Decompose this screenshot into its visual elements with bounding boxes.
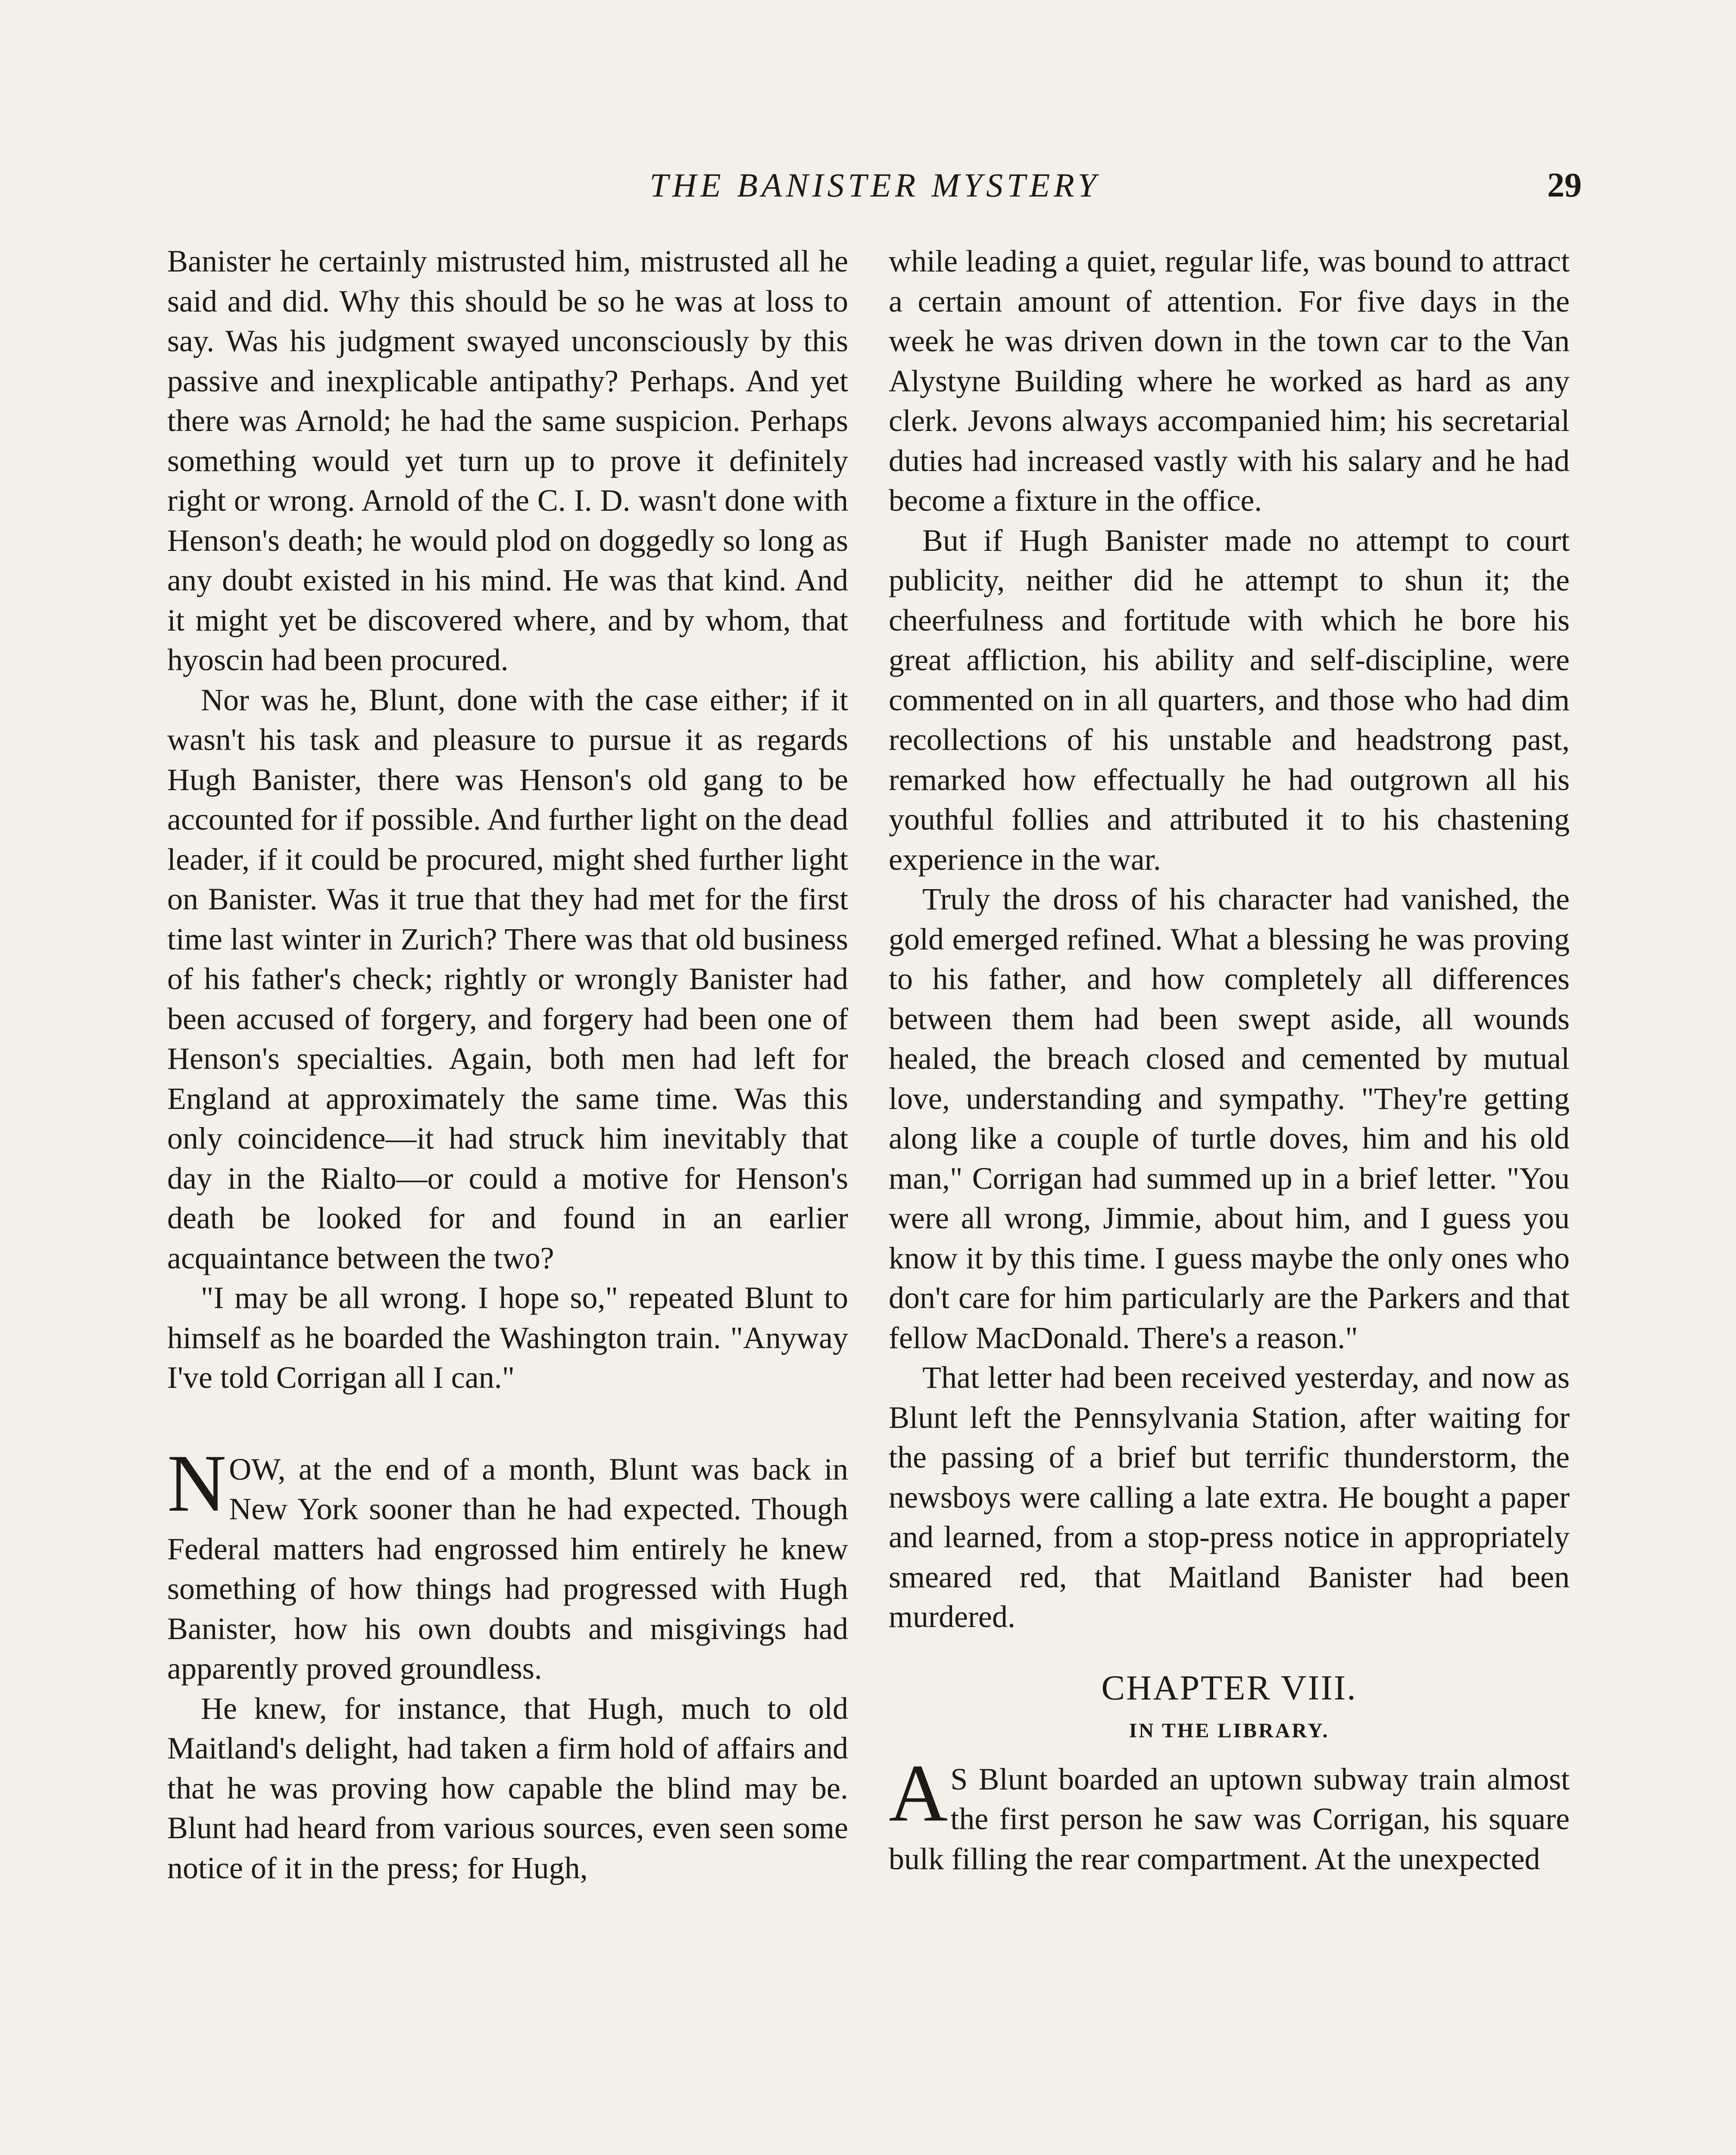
page-header (168, 166, 1582, 213)
paragraph: That letter had been received yesterday, and now as Blunt left the Pennsylvania Station, after waiting for the passing of a brief but terrific thunderstorm, the newsboys were calling a late extra. He bought a paper and learned, from a stop-press notice in appropriately smeared red, that Maitland Banister had been murdered. (889, 1360, 1570, 1634)
chapter-heading: CHAPTER VIII. (1101, 1668, 1357, 1707)
paragraph: Banister he certainly mistrusted him, mistrusted all he said and did. Why this should be so he was at loss to say. Was his judgment swayed unconsciously by this passive and inexplicable antipathy? Perhaps. And yet there was Arnold; he had the same suspicion. Perhaps something would yet turn up to prove it definitely right or wrong. Arnold of the C. I. D. wasn't done with Henson's death; he would plod on doggedly so long as any doubt existed in his mind. He was that kind. And it might yet be discovered where, and by whom, that hyoscin had been procured. (167, 244, 848, 677)
drop-cap: N (167, 1438, 227, 1529)
right-column (889, 241, 1570, 1879)
running-title: THE BANISTER MYSTERY (649, 166, 1100, 204)
chapter-subtitle: IN THE LIBRARY. (1129, 1719, 1330, 1742)
paragraph-text: S Blunt boarded an uptown subway train almost the first person he saw was Corrigan, his square bulk filling the rear compartment. At the unexpected (889, 1761, 1570, 1876)
paragraph: "I may be all wrong. I hope so," repeated Blunt to himself as he boarded the Washington train. "Anyway I've told Corrigan all I can." (167, 1281, 848, 1395)
page-number: 29 (1547, 166, 1582, 204)
paragraph: Truly the dross of his character had vanished, the gold emerged refined. What a blessing he was proving to his father, and how completely all differences between them had been swept aside, all wounds healed, the breach closed and cemented by mutual love, understanding and sympathy. "They're getting along like a couple of turtle doves, him and his old man," Corrigan had summed up in a brief letter. "You were all wrong, Jimmie, about him, and I guess you know it by this time. I guess maybe the only ones who don't care for him particularly are the Parkers and that fellow MacDonald. There's a reason." (889, 882, 1570, 1355)
chapter-opening-paragraph (889, 1748, 1570, 1879)
paragraph-text: OW, at the end of a month, Blunt was back in New York sooner than he had expected. Though Federal matters had engrossed him entirely he knew something of how things had progressed with Hugh Banister, how his own doubts and misgivings had apparently proved groundless. (167, 1452, 848, 1686)
paragraph: He knew, for instance, that Hugh, much to old Maitland's delight, had taken a firm hold of affairs and that he was proving how capable the blind may be. Blunt had heard from various sources, even seen some notice of it in the press; for Hugh, (167, 1691, 848, 1885)
paragraph: Nor was he, Blunt, done with the case either; if it wasn't his task and pleasure to pursue it as regards Hugh Banister, there was Henson's old gang to be accounted for if possible. And further light on the dead leader, if it could be procured, might shed further light on Banister. Was it true that they had met for the first time last winter in Zurich? There was that old business of his father's check; rightly or wrongly Banister had been accused of forgery, and forgery had been one of Henson's specialties. Again, both men had left for England at approximately the same time. Was this only coincidence—it had struck him inevitably that day in the Rialto—or could a motive for Henson's death be looked for and found in an earlier acquaintance between the two? (167, 682, 848, 1275)
drop-cap: A (889, 1748, 948, 1839)
section-opening-paragraph (167, 1438, 848, 1689)
paragraph: while leading a quiet, regular life, was bound to attract a certain amount of attention. For five days in the week he was driven down in the town car to the Van Alystyne Building where he worked as hard as any clerk. Jevons always accompanied him; his secretarial duties had increased vastly with his salary and he had become a fixture in the office. (889, 244, 1570, 518)
paragraph: But if Hugh Banister made no attempt to court publicity, neither did he attempt to shun it; the cheerfulness and fortitude with which he bore his great affliction, his ability and self-discipline, were commented on in all quarters, and those who had dim recollections of his unstable and headstrong past, remarked how effectually he had outgrown all his youthful follies and attributed it to his chastening experience in the war. (889, 523, 1570, 877)
left-column (167, 241, 848, 1888)
